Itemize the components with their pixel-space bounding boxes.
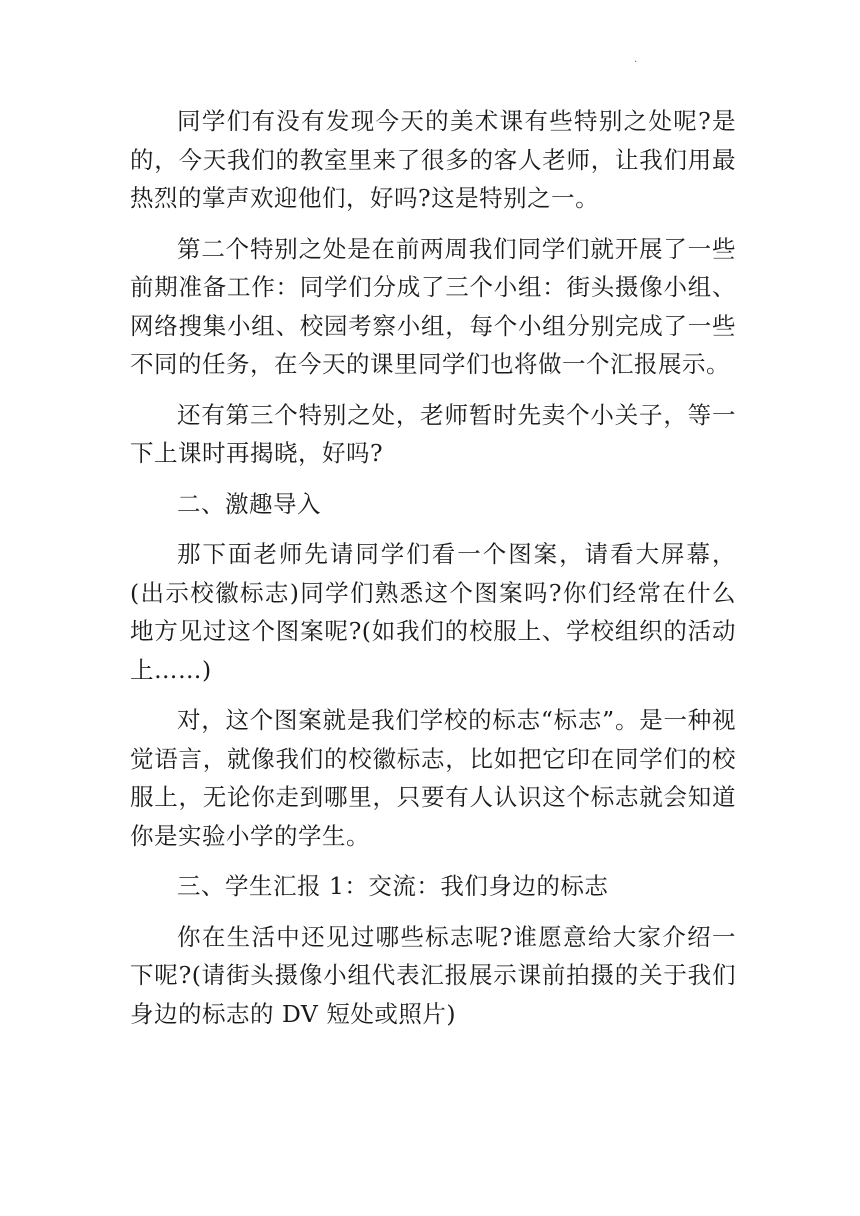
paragraph-third-special: 还有第三个特别之处，老师暂时先卖个小关子，等一下上课时再揭晓，好吗?: [130, 400, 736, 467]
paragraph-school-logo: 那下面老师先请同学们看一个图案，请看大屏幕，(出示校徽标志)同学们熟悉这个图案吗?你们经常在什么地方见过这个图案呢?(如我们的校服上、学校组织的活动上……): [130, 540, 736, 684]
document-body: [130, 102, 736, 1045]
paragraph-other-logos: 你在生活中还见过哪些标志呢?谁愿意给大家介绍一下呢?(请街头摄像小组代表汇报展示课前拍摄的关于我们身边的标志的 DV 短处或照片): [130, 922, 736, 1028]
corner-mark: ·: [634, 57, 638, 68]
paragraph-logo-meaning: 对，这个图案就是我们学校的标志“标志”。是一种视觉语言，就像我们的校徽标志，比如把它印在同学们的校服上，无论你走到哪里，只要有人认识这个标志就会知道你是实验小学的学生。: [130, 706, 736, 850]
section-heading-student-report: 三、学生汇报 1：交流：我们身边的标志: [177, 872, 609, 900]
paragraph-second-special: 第二个特别之处是在前两周我们同学们就开展了一些前期准备工作：同学们分成了三个小组：街头摄像小组、网络搜集小组、校园考察小组，每个小组分别完成了一些不同的任务，在今天的课里同学们也将做一个汇报展示。: [130, 234, 736, 378]
section-heading-intro: 二、激趣导入: [177, 489, 321, 518]
paragraph-special-intro: 同学们有没有发现今天的美术课有些特别之处呢?是的，今天我们的教室里来了很多的客人老师，让我们用最热烈的掌声欢迎他们，好吗?这是特别之一。: [130, 107, 736, 212]
